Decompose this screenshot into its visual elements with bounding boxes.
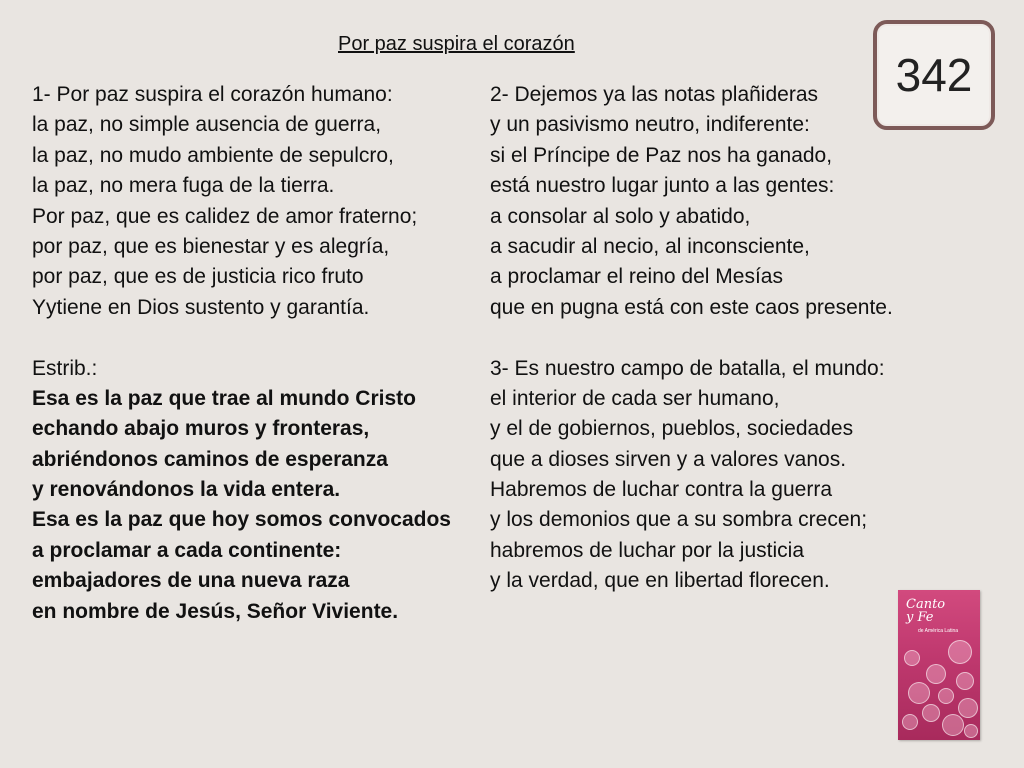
- chorus-line: echando abajo muros y fronteras,: [32, 417, 370, 441]
- verse-3-line: 3- Es nuestro campo de batalla, el mundo:: [490, 356, 885, 380]
- cover-bubble: [908, 682, 930, 704]
- verse-3: [490, 354, 893, 597]
- verse-1-line: la paz, no mera fuga de la tierra.: [32, 174, 335, 198]
- verse-2-line: que en pugna está con este caos presente.: [490, 295, 893, 319]
- verse-3-line: Habremos de luchar contra la guerra: [490, 478, 833, 502]
- cover-bubble: [902, 714, 918, 730]
- stanza-gap: [490, 323, 893, 353]
- right-column: [490, 80, 893, 597]
- slide-title: Por paz suspira el corazón: [338, 33, 575, 55]
- hymnal-title-line-1: Canto: [906, 597, 946, 612]
- verse-2-line: a sacudir al necio, al inconsciente,: [490, 234, 810, 258]
- verse-1-line: por paz, que es bienestar y es alegría,: [32, 234, 390, 258]
- verse-2: [490, 80, 893, 323]
- verse-2-line: y un pasivismo neutro, indiferente:: [490, 113, 810, 137]
- hymnal-title-line-2: y Fe: [906, 610, 934, 625]
- hymnal-cover-image: [898, 590, 980, 740]
- chorus-line: abriéndonos caminos de esperanza: [32, 447, 388, 471]
- cover-bubble: [904, 650, 920, 666]
- verse-1-line: Por paz, que es calidez de amor fraterno;: [32, 204, 418, 228]
- cover-bubble: [948, 640, 972, 664]
- cover-bubble: [942, 714, 964, 736]
- verse-2-line: 2- Dejemos ya las notas plañideras: [490, 83, 819, 106]
- hymnal-cover-subtitle: de América Latina: [918, 628, 959, 634]
- chorus-label: Estrib.:: [32, 356, 98, 380]
- verse-3-line: y el de gobiernos, pueblos, sociedades: [490, 417, 854, 441]
- cover-bubble: [938, 688, 954, 704]
- cover-bubble: [956, 672, 974, 690]
- verse-3-line: habremos de luchar por la justicia: [490, 538, 804, 562]
- verse-3-line: y la verdad, que en libertad florecen.: [490, 569, 830, 593]
- verse-2-line: si el Príncipe de Paz nos ha ganado,: [490, 143, 833, 167]
- verse-1-line: la paz, no mudo ambiente de sepulcro,: [32, 143, 394, 167]
- verse-2-line: está nuestro lugar junto a las gentes:: [490, 174, 835, 198]
- chorus: [32, 384, 451, 627]
- chorus-line: y renovándonos la vida entera.: [32, 478, 341, 502]
- verse-3-line: y los demonios que a su sombra crecen;: [490, 508, 868, 532]
- cover-bubble: [922, 704, 940, 722]
- left-column: [32, 80, 451, 627]
- chorus-line: Esa es la paz que hoy somos convocados: [32, 508, 451, 532]
- chorus-line: Esa es la paz que trae al mundo Cristo: [32, 386, 416, 410]
- verse-1-line: Yytiene en Dios sustento y garantía.: [32, 295, 370, 319]
- verse-3-line: que a dioses sirven y a valores vanos.: [490, 447, 847, 471]
- verse-2-line: a proclamar el reino del Mesías: [490, 265, 783, 289]
- hymnal-cover-title: [906, 598, 945, 624]
- verse-1-line: la paz, no simple ausencia de guerra,: [32, 113, 382, 137]
- verse-1: [32, 80, 451, 323]
- chorus-line: embajadores de una nueva raza: [32, 569, 350, 593]
- chorus-line: en nombre de Jesús, Señor Viviente.: [32, 599, 399, 623]
- verse-2-line: a consolar al solo y abatido,: [490, 204, 751, 228]
- verse-1-line: por paz, que es de justicia rico fruto: [32, 265, 364, 289]
- cover-bubble: [926, 664, 946, 684]
- verse-1-line: 1- Por paz suspira el corazón humano:: [32, 83, 393, 106]
- hymn-number: 342: [895, 49, 973, 101]
- cover-bubble: [964, 724, 978, 738]
- chorus-line: a proclamar a cada continente:: [32, 538, 342, 562]
- cover-bubble: [958, 698, 978, 718]
- stanza-gap: [32, 323, 451, 353]
- verse-3-line: el interior de cada ser humano,: [490, 386, 780, 410]
